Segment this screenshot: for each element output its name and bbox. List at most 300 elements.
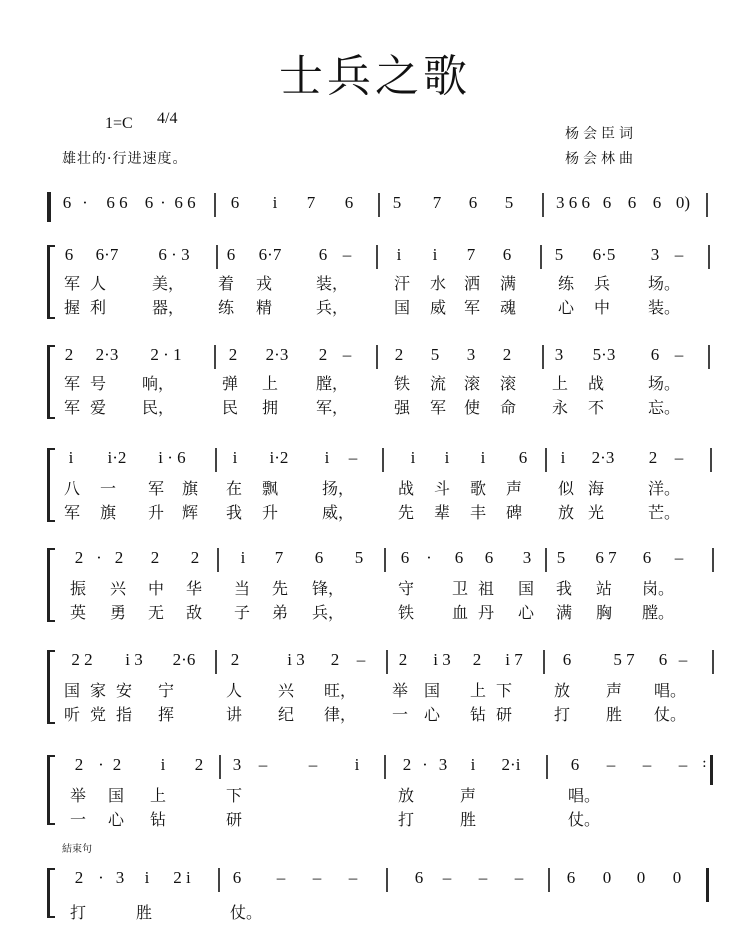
note: 6 [454,548,464,567]
lyric: 先 [272,579,289,598]
note: 5 [430,345,440,364]
lyric: 芒。 [648,503,681,522]
lyric: 打 [70,903,87,922]
lyric: 弹 [222,374,239,393]
notes-row [0,868,750,894]
lyric: 爱 [90,398,107,417]
lyric: 永 [552,398,569,417]
note: 6 7 [595,548,617,567]
note: 2 [648,448,658,467]
dot: · [98,868,104,887]
note: 5 [504,193,514,212]
lyric: 升 [148,503,165,522]
notes-row [0,548,750,574]
barline [215,650,217,674]
lyric: 讲 [226,705,243,724]
note: i·2 [269,448,289,467]
note: 6 [650,345,660,364]
lyrics-verse-1 [0,783,750,809]
note: i [324,448,330,467]
note: 6 [502,245,512,264]
lyric: 命 [500,398,517,417]
lyric: 忘。 [648,398,681,417]
lyrics-verse-1 [0,371,750,397]
note: 6 [64,245,74,264]
lyric: 岗。 [642,579,675,598]
lyric: 丹 [478,603,495,622]
lyric: 旗 [182,479,199,498]
note: i·2 [107,448,127,467]
note: 2 [330,650,340,669]
note: i [432,245,438,264]
lyrics-verse-1 [0,678,750,704]
note: 2·3 [95,345,119,364]
lyric: 仗。 [568,810,601,829]
lyric: 满 [556,603,573,622]
notes-row [0,650,750,676]
barline [216,245,218,269]
note: – [478,868,488,887]
note: – [642,755,652,774]
lyric: 仗。 [230,903,263,922]
lyric: 滚 [464,374,481,393]
lyric: 国 [64,681,81,700]
lyric: 国 [394,298,411,317]
note: i [144,868,150,887]
lyric: 一 [392,705,409,724]
lyric: 家 [90,681,107,700]
note: 6 [144,193,154,212]
lyric: 我 [226,503,243,522]
lyric: 拥 [262,398,279,417]
lyric: 听 [64,705,81,724]
lyric: 使 [464,398,481,417]
dot: · [96,548,102,567]
note: 6 [602,193,612,212]
lyric: 响， [142,374,175,393]
lyric: 流 [430,374,447,393]
lyric: 铁 [394,374,411,393]
lyric: 军 [430,398,447,417]
lyric: 振 [70,579,87,598]
note: – [356,650,366,669]
lyric: 膛。 [642,603,675,622]
lyric: 不 [588,398,605,417]
note: i [160,755,166,774]
barline [214,193,216,217]
lyric: 似 [558,479,575,498]
note: i [272,193,278,212]
lyric: 祖 [478,579,495,598]
note: 2 [64,345,74,364]
lyric: 站 [596,579,613,598]
lyric: 守 [398,579,415,598]
notes-row [0,345,750,371]
lyric: 安 [116,681,133,700]
lyrics-verse-2 [0,600,750,626]
note: 2 i [173,868,191,887]
lyric: 下 [226,786,243,805]
barline [386,868,388,892]
repeat-end-sign: : [702,755,707,771]
lyric: 声 [606,681,623,700]
note: 6 [400,548,410,567]
lyric: 戎 [256,274,273,293]
lyrics-verse-2 [0,395,750,421]
barline [706,193,708,217]
lyric: 民 [222,398,239,417]
lyric: 精 [256,298,273,317]
note: 7 [306,193,316,212]
lyric: 兵 [594,274,611,293]
lyric: 一 [70,810,87,829]
note: – [678,650,688,669]
note: – [674,345,684,364]
lyric: 战 [398,479,415,498]
lyric: 汗 [394,274,411,293]
note: i 3 [287,650,305,669]
lyric: 挥 [158,705,175,724]
note: 6 [226,245,236,264]
lyric: 一 [100,479,117,498]
note: 6 [414,868,424,887]
note: 3 [522,548,532,567]
note: 7 [432,193,442,212]
note: 6 [642,548,652,567]
note: 6 6 [174,193,196,212]
note: 3 [232,755,242,774]
lyric: 胜 [460,810,477,829]
note: 6 · 3 [158,245,190,264]
note: – [678,755,688,774]
lyric: 我 [556,579,573,598]
note: 3 [466,345,476,364]
note: 3 [650,245,660,264]
barline [384,548,386,572]
dot: · [98,755,104,774]
note: 6 [566,868,576,887]
note: 2 [398,650,408,669]
note: – [258,755,268,774]
note: 2·3 [265,345,289,364]
final-barline [706,868,709,902]
note: – [348,868,358,887]
barline [215,448,217,472]
note: – [442,868,452,887]
note: 5 7 [613,650,635,669]
note: 2 [402,755,412,774]
lyric: 兵， [316,298,349,317]
note: – [342,245,352,264]
note: i 3 [433,650,451,669]
lyric: 上 [262,374,279,393]
lyric: 钻 [470,705,487,724]
lyric: 心 [558,298,575,317]
note: i [410,448,416,467]
lyric: 胸 [596,603,613,622]
note: 5 [354,548,364,567]
lyric: 纪 [278,705,295,724]
note: – [342,345,352,364]
lyric: 声 [506,479,523,498]
lyric: 胜 [136,903,153,922]
notes-row [0,245,750,271]
composer-credit: 杨会林曲 [565,151,637,167]
lyric: 卫 [452,579,469,598]
barline [710,755,713,785]
note: 2 [472,650,482,669]
barline [217,548,219,572]
notes-row [0,448,750,474]
note: – [514,868,524,887]
note: i [444,448,450,467]
lyric: 军 [64,503,81,522]
lyric: 党 [90,705,107,724]
lyric: 举 [392,681,409,700]
note: 2 [114,548,124,567]
note: – [276,868,286,887]
song-title: 士兵之歌 [279,51,471,102]
note: 0 [602,868,612,887]
key-signature: 1=C [105,115,133,132]
barline [548,868,550,892]
lyric: 国 [108,786,125,805]
note: 2 [74,548,84,567]
note: – [308,755,318,774]
note: 3 6 6 [556,193,590,212]
barline [378,193,380,217]
lyric: 钻 [150,810,167,829]
lyric: 水 [430,274,447,293]
lyrics-verse-2 [0,702,750,728]
barline [545,448,547,472]
lyric: 升 [262,503,279,522]
notes-row [0,755,750,781]
lyric: 强 [394,398,411,417]
dot: · [160,193,166,212]
note: i [560,448,566,467]
barline [219,755,221,779]
notes-row [0,193,750,219]
note: i [354,755,360,774]
note: 5 [556,548,566,567]
lyric: 打 [398,810,415,829]
note: – [348,448,358,467]
lyric: 中 [594,298,611,317]
note: i · 6 [158,448,186,467]
barline [712,650,714,674]
note: 2 · 1 [150,345,182,364]
lyric: 兴 [110,579,127,598]
note: 2 [394,345,404,364]
lyric: 打 [554,705,571,724]
lyric: 胜 [606,705,623,724]
note: 3 [554,345,564,364]
lyrics-verse-1 [0,576,750,602]
lyric: 兴 [278,681,295,700]
lyric: 场。 [648,374,681,393]
lyric: 战 [588,374,605,393]
note: i [480,448,486,467]
note: 5·3 [592,345,616,364]
note: 6 [652,193,662,212]
note: 6 [468,193,478,212]
lyric: 旺， [324,681,357,700]
note: 2 [74,755,84,774]
tempo-marking: 雄壮的·行进速度。 [62,151,188,167]
barline [382,448,384,472]
barline [545,548,547,572]
lyric: 军 [64,374,81,393]
lyric: 扬， [322,479,355,498]
note: 2 [190,548,200,567]
note: 3 [115,868,125,887]
note: 5 [554,245,564,264]
lyric: 美， [152,274,185,293]
note: – [674,548,684,567]
lyric: 唱。 [568,786,601,805]
lyric: 上 [552,374,569,393]
lyric: 军 [148,479,165,498]
lyrics-verse-2 [0,295,750,321]
note: 6 [230,193,240,212]
barline [540,245,542,269]
barline [543,650,545,674]
dot: · [426,548,432,567]
lyric: 研 [226,810,243,829]
note: 6 [627,193,637,212]
lyrics-verse-1 [0,900,750,926]
lyric: 军 [64,274,81,293]
lyric: 勇 [110,603,127,622]
lyric: 放 [558,503,575,522]
note: 2·i [501,755,521,774]
lyric: 滚 [500,374,517,393]
lyric: 练 [218,298,235,317]
note: 7 [274,548,284,567]
note: 6 [62,193,72,212]
note: 3 [438,755,448,774]
lyric: 光 [588,503,605,522]
lyric: 在 [226,479,243,498]
barline [710,448,712,472]
note: 6·7 [258,245,282,264]
lyric: 军 [464,298,481,317]
lyric: 旗 [100,503,117,522]
note: 2 [318,345,328,364]
lyrics-verse-2 [0,807,750,833]
lyric: 八 [64,479,81,498]
lyrics-verse-2 [0,500,750,526]
barline [386,650,388,674]
lyric: 海 [588,479,605,498]
lyric: 先 [398,503,415,522]
note: 6 6 [106,193,128,212]
lyric: 兵， [312,603,345,622]
lyric: 满 [500,274,517,293]
note: 2 [228,345,238,364]
lyric: 洒 [464,274,481,293]
note: 0) [675,193,691,212]
lyric: 威， [322,503,355,522]
lyric: 装， [316,274,349,293]
coda-label: 結束句 [62,844,92,855]
note: 2 [74,868,84,887]
barline [542,345,544,369]
note: 6 [658,650,668,669]
note: 5 [392,193,402,212]
lyric: 指 [116,705,133,724]
note: 6 [484,548,494,567]
lyrics-verse-1 [0,476,750,502]
lyric: 华 [186,579,203,598]
note: 6 [518,448,528,467]
lyric: 血 [452,603,469,622]
lyric: 场。 [648,274,681,293]
lyric: 锋， [312,579,345,598]
barline [384,755,386,779]
lyric: 举 [70,786,87,805]
lyric: 心 [518,603,535,622]
barline [542,193,544,217]
note: 6 [344,193,354,212]
note: – [606,755,616,774]
lyric: 仗。 [654,705,687,724]
lyric: 宁 [158,681,175,700]
lyric: 心 [424,705,441,724]
note: 2 2 [71,650,93,669]
note: i [396,245,402,264]
lyric: 威 [430,298,447,317]
lyrics-verse-1 [0,271,750,297]
lyric: 国 [518,579,535,598]
lyric: 民， [142,398,175,417]
lyric: 魂 [500,298,517,317]
barline [214,345,216,369]
lyric: 放 [398,786,415,805]
lyric: 英 [70,603,87,622]
lyric: 握 [64,298,81,317]
lyric: 律， [324,705,357,724]
lyric: 碑 [506,503,523,522]
note: 6 [232,868,242,887]
lyric: 无 [148,603,165,622]
lyric: 洋。 [648,479,681,498]
lyric: 下 [496,681,513,700]
note: 6 [570,755,580,774]
note: – [312,868,322,887]
note: – [674,448,684,467]
lyric: 人 [226,681,243,700]
barline [376,345,378,369]
note: 2 [150,548,160,567]
note: 2 [230,650,240,669]
lyric: 唱。 [654,681,687,700]
lyric: 心 [108,810,125,829]
lyric: 辉 [182,503,199,522]
lyric: 声 [460,786,477,805]
note: i [240,548,246,567]
barline [712,548,714,572]
lyric: 国 [424,681,441,700]
note: 6 [318,245,328,264]
lyric: 军， [316,398,349,417]
dot: · [82,193,88,212]
note: 6 [562,650,572,669]
lyric: 号 [90,374,107,393]
note: 7 [466,245,476,264]
lyric: 上 [150,786,167,805]
